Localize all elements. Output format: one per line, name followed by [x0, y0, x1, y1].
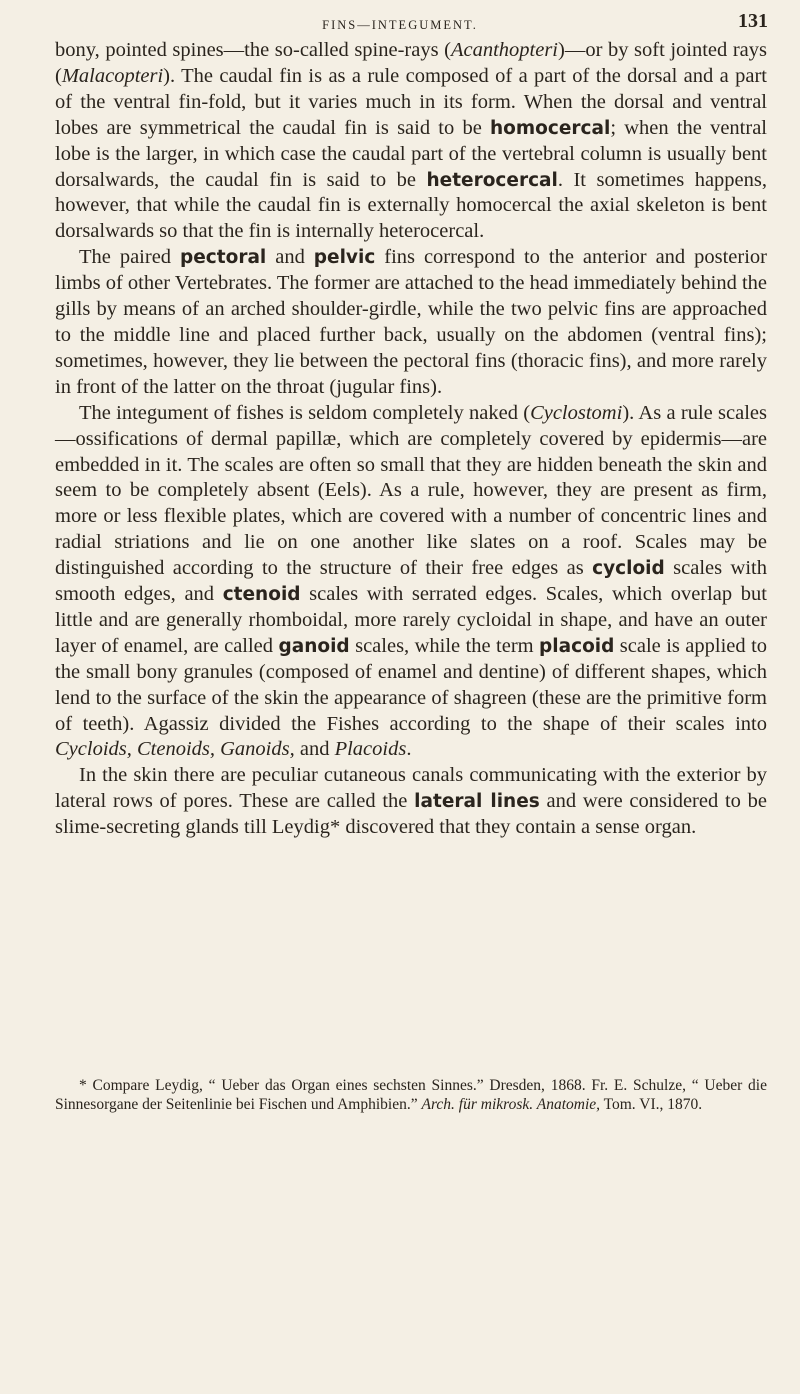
text-run: . — [406, 738, 412, 761]
page-header — [0, 6, 800, 40]
taxon-acanthopteri: Acanthopteri — [450, 39, 558, 61]
taxon-cyclostomi: Cyclostomi — [530, 401, 623, 424]
text-run: scales with serrated edges. Scales, which overlap but little and are generally rhomboidal, more rarely cycloidal in shape, and have an outer layer of enamel, are called — [55, 583, 767, 657]
text-run: scales with smooth edges, and — [55, 557, 767, 606]
footnote — [55, 1076, 767, 1114]
term-pelvic: pelvic — [313, 247, 376, 269]
term-ganoid: ganoid — [278, 635, 350, 657]
paragraph-caudal-fin — [55, 38, 767, 245]
text-run: fins correspond to the anterior and posterior limbs of other Vertebrates. The former are attached to the head immediately behind the gills by means of an arched shoulder-girdle, while the two pelvic fins are approached to the middle line and placed further back, usually on the abdomen (ventral fins); sometimes, however, they lie between the pectoral fins (thoracic fins), and more rarely in front of the latter on the throat (jugular fins). — [55, 246, 768, 398]
text-run: ). As a rule scales—ossifications of dermal papillæ, which are completely covered by epidermis—are embedded in it. The scales are often so small that they are hidden beneath the skin and seem to be completely absent (Eels). As a rule, however, they are present as firm, more or less flexible plates, which are covered with a number of concentric lines and radial striations and lie on one another like slates on a roof. Scales may be distinguished according to the structure of their free edges as — [55, 401, 767, 580]
term-ctenoid: ctenoid — [222, 584, 301, 606]
text-run: bony, pointed spines—the so-called spine-rays ( — [55, 39, 451, 61]
term-heterocercal: heterocercal — [426, 169, 558, 191]
text-run: In the skin there are peculiar cutaneous canals communicating with the exterior by lateral rows of pores. These are called the — [55, 764, 767, 813]
footnote-text — [55, 1076, 767, 1114]
running-head: FINS—INTEGUMENT. — [322, 18, 478, 32]
term-pectoral: pectoral — [180, 247, 267, 269]
journal-title: Arch. für mikrosk. Anatomie, — [421, 1096, 600, 1113]
text-run: * Compare Leydig, “ Ueber das Organ eines sechsten Sinnes.” Dresden, 1868. Fr. E. Schulze, “ Ueber die Sinnesorgane der Seitenlinie bei Fischen und Amphibien.” — [55, 1077, 767, 1113]
text-run: and — [294, 738, 335, 761]
text-run: Tom. VI., 1870. — [600, 1096, 703, 1113]
text-run: and were considered to be slime-secreting glands till Leydig* discovered that they contain a sense organ. — [55, 790, 767, 839]
page-number: 131 — [738, 10, 768, 32]
term-placoid: placoid — [539, 635, 615, 657]
text-run: The integument of fishes is seldom completely naked ( — [79, 401, 531, 424]
text-run: ; when the ventral lobe is the larger, in which case the caudal part of the vertebral column is usually bent dorsalwards, the caudal fin is said to be — [55, 116, 767, 191]
text-run: ). The caudal fin is as a rule composed of a part of the dorsal and a part of the ventral fin-fold, but it varies much in its form. When the dorsal and ventral lobes are symmetrical the caudal fin is said to be — [55, 64, 767, 139]
text-run: scales, while the term — [349, 634, 540, 657]
taxon-placoids: Placoids — [334, 738, 407, 761]
taxon-malacopteri: Malacopteri — [61, 64, 164, 87]
paragraph-integument — [55, 401, 767, 764]
text-run: )—or by soft jointed rays ( — [55, 39, 767, 87]
taxa-italic: Cycloids, Ctenoids, Ganoids, — [55, 738, 295, 761]
paragraph-lateral-lines — [55, 763, 767, 841]
text-run: . It sometimes happens, however, that while the caudal fin is externally homocercal the axial skeleton is bent dorsalwards so that the fin is internally heterocercal. — [55, 168, 767, 243]
term-cycloid: cycloid — [592, 558, 665, 580]
term-lateral-lines: lateral lines — [414, 791, 540, 813]
body-text — [55, 38, 767, 841]
paragraph-paired-fins — [55, 245, 767, 400]
text-run: The paired — [79, 246, 181, 269]
text-run: scale is applied to the small bony granules (composed of enamel and dentine) of different shapes, which lend to the surface of the skin the appearance of shagreen (these are the primitive form of teeth). Agassiz divided the Fishes according to the shape of their scales into — [55, 634, 768, 735]
text-run: and — [266, 246, 314, 269]
term-homocercal: homocercal — [490, 117, 611, 139]
